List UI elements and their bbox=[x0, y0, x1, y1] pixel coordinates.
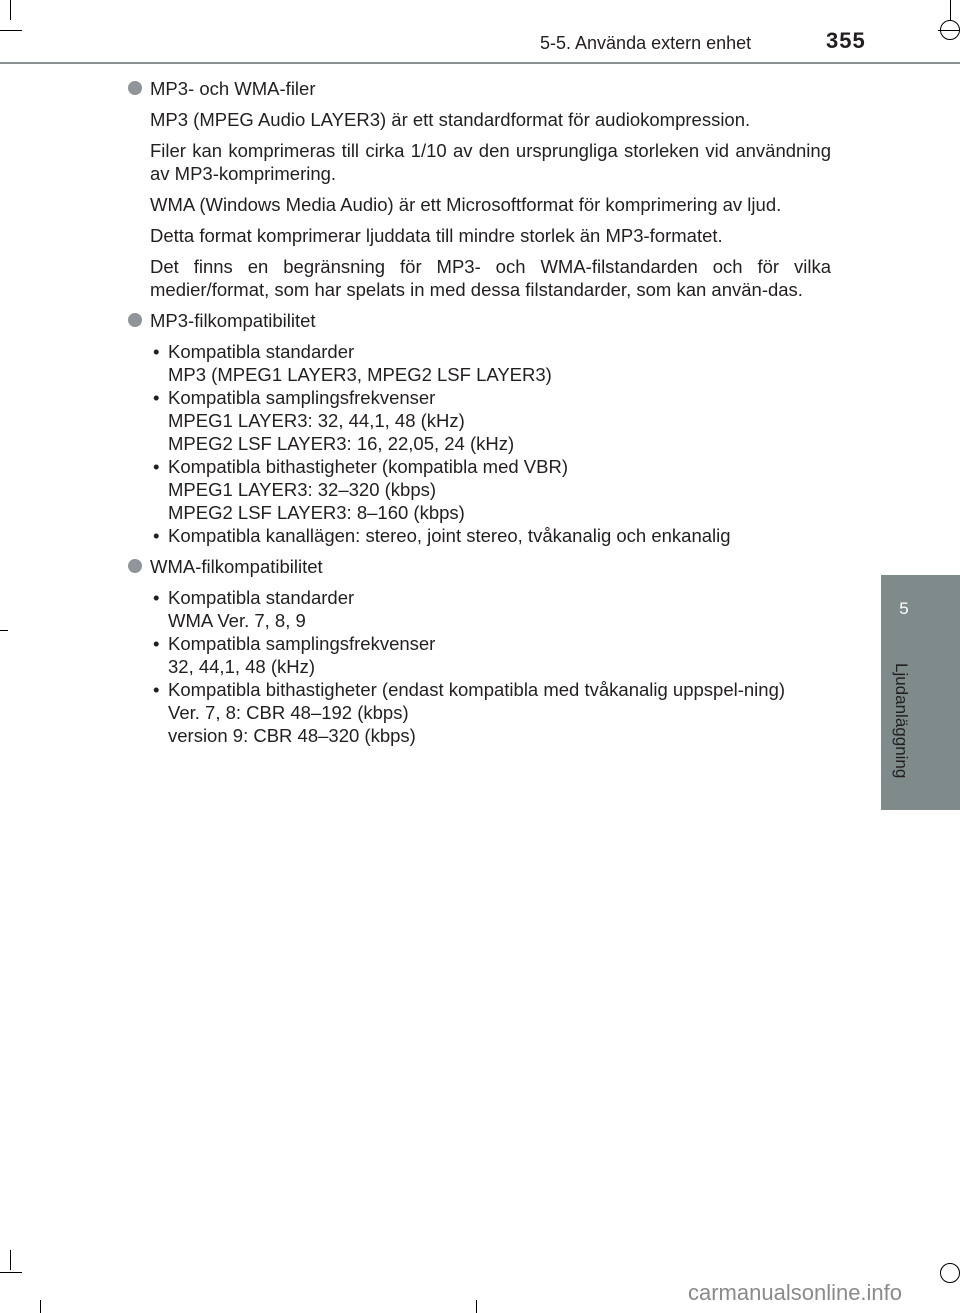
spec-list bbox=[150, 340, 831, 547]
circle-bullet-icon bbox=[128, 313, 142, 327]
heading-text: MP3- och WMA-filer bbox=[150, 78, 316, 99]
crop-mark bbox=[40, 1300, 41, 1313]
paragraph: Filer kan komprimeras till cirka 1/10 av den ursprungliga storleken vid användning av MP3-komprimering. bbox=[150, 140, 831, 184]
list-item-title: Kompatibla kanallägen: stereo, joint stereo, tvåkanalig och enkanalig bbox=[168, 525, 731, 546]
list-item bbox=[150, 340, 831, 386]
bullet-dot-icon: • bbox=[153, 679, 160, 700]
list-item-title: Kompatibla standarder bbox=[168, 341, 355, 362]
list-item bbox=[150, 586, 831, 632]
list-item bbox=[150, 524, 831, 547]
list-item bbox=[150, 455, 831, 524]
section-heading bbox=[128, 555, 831, 578]
bullet-dot-icon: • bbox=[153, 387, 160, 408]
list-item-title: Kompatibla standarder bbox=[168, 587, 355, 608]
spec-list bbox=[150, 586, 831, 747]
circle-bullet-icon bbox=[128, 81, 142, 95]
page-number: 355 bbox=[826, 28, 866, 53]
list-item-detail: version 9: CBR 48–320 (kbps) bbox=[168, 725, 416, 746]
section-title: 5-5. Använda extern enhet bbox=[540, 33, 752, 53]
chapter-label: Ljudanläggning bbox=[892, 663, 911, 779]
circle-bullet-icon bbox=[128, 559, 142, 573]
crop-mark bbox=[476, 1300, 477, 1313]
list-item-detail: MPEG2 LSF LAYER3: 8–160 (kbps) bbox=[168, 502, 465, 523]
list-item-detail: MPEG2 LSF LAYER3: 16, 22,05, 24 (kHz) bbox=[168, 433, 515, 454]
list-item-title: Kompatibla samplingsfrekvenser bbox=[168, 633, 436, 654]
bullet-dot-icon: • bbox=[153, 525, 160, 546]
bullet-dot-icon: • bbox=[153, 341, 160, 362]
list-item-title: Kompatibla bithastigheter (endast kompatibla med tvåkanalig uppspel-ning) bbox=[168, 679, 786, 700]
heading-text: MP3-filkompatibilitet bbox=[150, 310, 316, 331]
chapter-number: 5 bbox=[899, 599, 909, 618]
section-heading bbox=[128, 309, 831, 332]
list-item-detail: Ver. 7, 8: CBR 48–192 (kbps) bbox=[168, 702, 409, 723]
paragraph: MP3 (MPEG Audio LAYER3) är ett standardformat för audiokompression. bbox=[150, 109, 751, 130]
heading-text: WMA-filkompatibilitet bbox=[150, 556, 323, 577]
list-item bbox=[150, 386, 831, 455]
list-item-detail: MPEG1 LAYER3: 32, 44,1, 48 (kHz) bbox=[168, 410, 465, 431]
list-item-title: Kompatibla bithastigheter (kompatibla med VBR) bbox=[168, 456, 568, 477]
list-item-detail: WMA Ver. 7, 8, 9 bbox=[168, 610, 306, 631]
bullet-dot-icon: • bbox=[153, 587, 160, 608]
paragraph: WMA (Windows Media Audio) är ett Microsoftformat för komprimering av ljud. bbox=[150, 194, 782, 215]
watermark: carmanualsonline.info bbox=[688, 1280, 903, 1305]
registration-mark bbox=[940, 1263, 960, 1283]
crop-mark bbox=[10, 1250, 11, 1270]
page-content bbox=[128, 77, 831, 755]
list-item-detail: MPEG1 LAYER3: 32–320 (kbps) bbox=[168, 479, 437, 500]
chapter-label-wrap bbox=[881, 663, 921, 803]
crop-mark bbox=[0, 1272, 22, 1273]
paragraph: Detta format komprimerar ljuddata till mindre storlek än MP3-formatet. bbox=[150, 225, 723, 246]
list-item bbox=[150, 678, 831, 747]
crop-mark bbox=[0, 630, 8, 631]
list-item-detail: 32, 44,1, 48 (kHz) bbox=[168, 656, 316, 677]
list-item bbox=[150, 632, 831, 678]
bullet-dot-icon: • bbox=[153, 456, 160, 477]
list-item-title: Kompatibla samplingsfrekvenser bbox=[168, 387, 436, 408]
list-item-detail: MP3 (MPEG1 LAYER3, MPEG2 LSF LAYER3) bbox=[168, 364, 552, 385]
header-divider bbox=[0, 62, 960, 64]
page-header bbox=[0, 0, 960, 63]
paragraph: Det finns en begränsning för MP3- och WMA-filstandarden och för vilka medier/format, som har spelats in med dessa filstandarder, som kan använ-das. bbox=[150, 256, 831, 300]
section-heading bbox=[128, 77, 831, 100]
bullet-dot-icon: • bbox=[153, 633, 160, 654]
